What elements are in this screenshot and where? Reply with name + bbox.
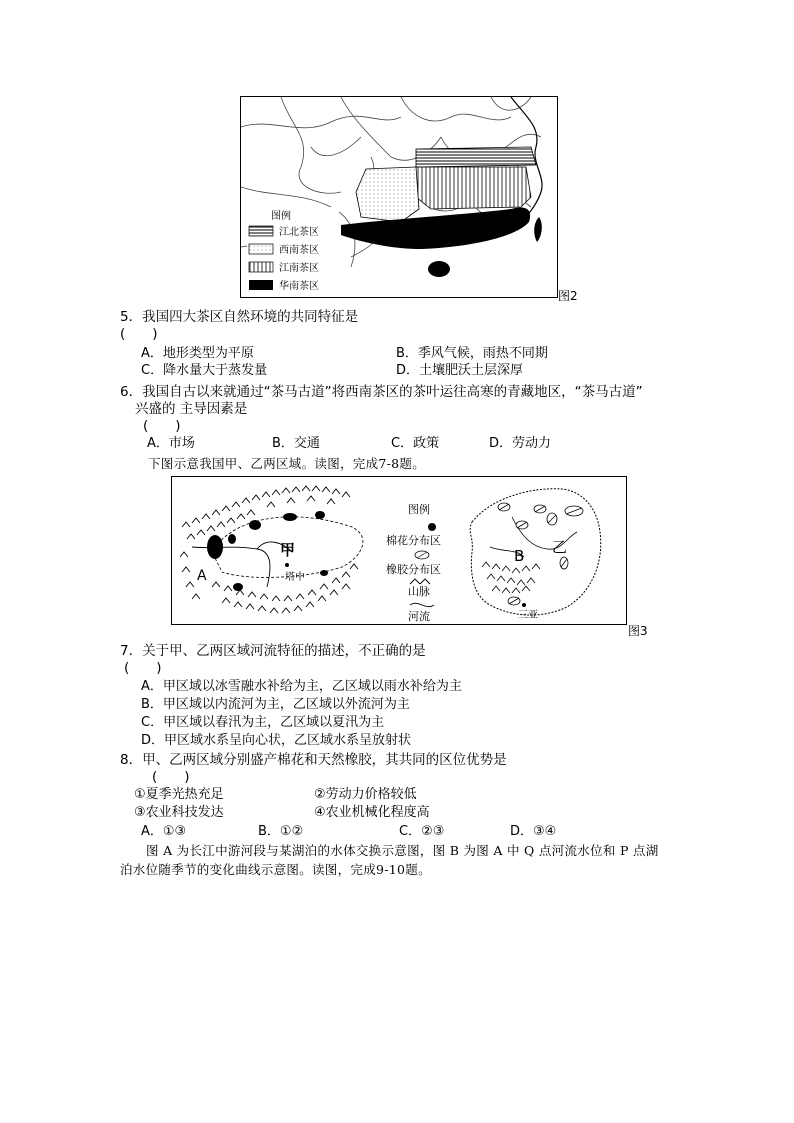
map2-legend-title: 图例 [408, 503, 430, 516]
map1-legend-huanan: 华南茶区 [279, 281, 319, 292]
q7-option-d: D．甲区域水系呈向心状，乙区域水系呈放射状 [141, 733, 412, 748]
q8-bracket: ( ) [152, 769, 190, 785]
q8-item-1: ①夏季光热充足 [134, 787, 224, 802]
q8-item-4: ④农业机械化程度高 [314, 805, 430, 820]
label-b: B [514, 547, 525, 565]
q7-option-b: B．甲区域以内流河为主，乙区域以外流河为主 [141, 697, 410, 712]
map1-legend-title: 图例 [271, 211, 291, 222]
fig2-label: 图2 [558, 289, 578, 303]
label-tazhong: 塔中 [285, 572, 305, 583]
q5-bracket: ( ) [120, 326, 158, 342]
q8-stem: 8．甲、乙两区域分别盛产棉花和天然橡胶，其共同的区位优势是 [120, 752, 507, 768]
q8-item-3: ③农业科技发达 [134, 805, 224, 820]
region-jia-yi-map [171, 476, 627, 625]
label-jia: 甲 [280, 541, 296, 559]
q6-stem-line1: 6．我国自古以来就通过“茶马古道”将西南茶区的茶叶运往高寒的青藏地区，“茶马古道” [120, 384, 643, 400]
q8-option-a: A．①③ [141, 824, 187, 839]
q6-stem-line2: 兴盛的 主导因素是 [135, 401, 248, 417]
map2-legend-mountain: 山脉 [408, 585, 430, 598]
legend-swatch-jiangbei [249, 226, 273, 236]
q5-option-a: A．地形类型为平原 [141, 346, 254, 361]
intro-q9-10-line1: 图 A 为长江中游河段与某湖泊的水体交换示意图，图 B 为图 A 中 Q 点河流水位和 P 点湖 [146, 843, 659, 858]
label-yi: 乙 [552, 538, 568, 556]
q5-stem: 5．我国四大茶区自然环境的共同特征是 [120, 309, 359, 325]
q6-option-d: D．劳动力 [489, 436, 552, 451]
tea-region-map [240, 96, 558, 298]
q6-bracket: ( ) [143, 418, 181, 434]
legend-cotton-symbol [428, 523, 436, 531]
map1-legend-jiangbei: 江北茶区 [279, 227, 319, 238]
legend-mountain-symbol [410, 579, 430, 584]
q8-option-d: D．③④ [510, 824, 557, 839]
legend-river-symbol [410, 603, 434, 606]
map2-legend-rubber: 橡胶分布区 [386, 563, 441, 576]
q7-bracket: ( ) [124, 660, 162, 676]
label-a: A [197, 568, 207, 584]
map2-legend-cotton: 棉花分布区 [386, 534, 441, 547]
q7-option-c: C．甲区域以春汛为主，乙区域以夏汛为主 [141, 715, 385, 730]
label-sanya: 三亚 [518, 610, 538, 621]
q7-option-a: A．甲区域以冰雪融水补给为主，乙区域以雨水补给为主 [141, 679, 462, 694]
intro-q7-8: 下图示意我国甲、乙两区域。读图，完成7-8题。 [148, 456, 426, 471]
fig3-label: 图3 [628, 624, 648, 638]
q8-option-b: B．①② [258, 824, 304, 839]
q6-option-a: A．市场 [147, 436, 195, 451]
map1-legend-jiangnan: 江南茶区 [279, 263, 319, 274]
legend-swatch-jiangnan [249, 262, 273, 272]
legend-swatch-xinan [249, 244, 273, 254]
q6-option-b: B．交通 [272, 436, 320, 451]
q5-option-b: B．季风气候，雨热不同期 [396, 346, 548, 361]
region-map-svg [172, 477, 626, 624]
q8-item-2: ②劳动力价格较低 [314, 787, 417, 802]
q6-option-c: C．政策 [391, 436, 440, 451]
q5-option-c: C．降水量大于蒸发量 [141, 363, 268, 378]
map1-legend-xinan: 西南茶区 [279, 245, 319, 256]
q8-option-c: C．②③ [399, 824, 445, 839]
q5-option-d: D．土壤肥沃土层深厚 [396, 363, 524, 378]
q7-stem: 7．关于甲、乙两区域河流特征的描述，不正确的是 [120, 643, 426, 659]
tea-region-map-svg [241, 97, 557, 297]
map2-legend-river: 河流 [408, 610, 430, 623]
intro-q9-10-line2: 泊水位随季节的变化曲线示意图。读图，完成9-10题。 [120, 862, 431, 877]
legend-swatch-huanan [249, 280, 273, 290]
